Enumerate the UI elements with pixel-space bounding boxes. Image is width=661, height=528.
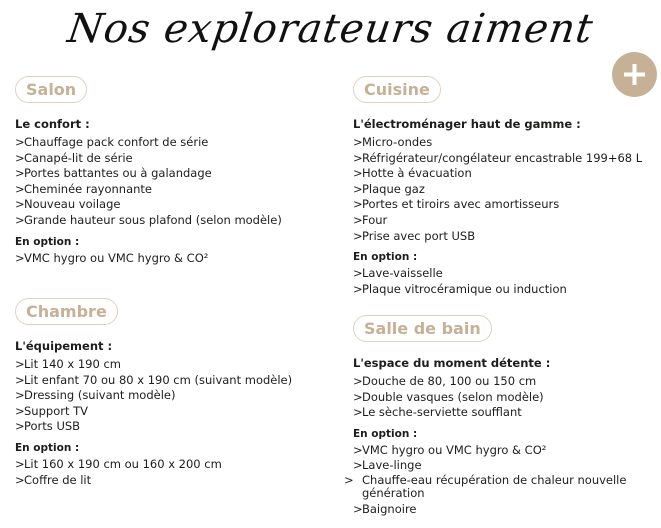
arrow-marker: > [15,372,25,387]
list-item [353,197,653,213]
section-chambre [15,298,315,488]
arrow-marker: > [353,150,363,165]
list-item [15,457,315,473]
list-item-text: Douche de 80, 100 ou 150 cm [362,374,537,388]
item-list [15,135,315,229]
arrow-marker: > [15,181,25,196]
item-list [353,135,653,244]
list-item [15,213,315,229]
arrow-marker: > [15,456,25,471]
option-list [15,457,315,488]
list-item-text: Plaque gaz [362,181,425,196]
list-item [344,472,653,500]
section-heading: L'équipement : [15,339,113,353]
arrow-marker: > [353,389,363,404]
list-item [353,229,653,245]
list-item-text: Double vasques (selon modèle) [362,389,544,404]
list-item-text: Réfrigérateur/congélateur encastrable 199+68 L [362,150,643,165]
list-item [353,151,653,167]
list-item-text: Micro-ondes [362,135,433,149]
arrow-marker: > [353,405,363,420]
list-item [353,405,653,421]
arrow-marker: > [353,266,363,281]
arrow-marker: > [15,250,25,265]
list-item-text: Nouveau voilage [24,197,121,212]
option-label: En option : [15,235,80,248]
list-item-text: Hotte à évacuation [362,166,472,181]
arrow-marker: > [353,135,363,149]
section-salle-de-bain [344,315,653,518]
list-item [353,443,653,459]
list-item [15,197,315,213]
list-item-text: Portes et tiroirs avec amortisseurs [362,197,560,212]
arrow-marker: > [15,388,25,403]
arrow-marker: > [15,357,25,371]
list-item-text: Prise avec port USB [362,228,476,243]
option-list [15,251,315,267]
list-item [353,282,653,298]
list-item [353,213,653,229]
arrow-marker: > [15,403,25,418]
list-item-text: VMC hygro ou VMC hygro & CO² [24,250,209,265]
list-item [15,357,315,373]
list-item [353,182,653,198]
list-item-text: Cheminée rayonnante [24,181,152,196]
list-item-text: Ports USB [24,419,81,434]
option-label: En option : [15,441,80,454]
option-label: En option : [353,427,418,440]
list-item-text: Dressing (suivant modèle) [24,388,176,403]
list-item [353,135,653,151]
list-item [15,404,315,420]
list-item [15,135,315,151]
arrow-marker: > [15,212,25,227]
section-salon [15,76,315,266]
list-item [353,390,653,406]
section-title-salle-de-bain: Salle de bain [353,315,492,342]
item-list [15,357,315,435]
section-heading: L'électroménager haut de gamme : [353,117,581,131]
list-item-text: Chauffe-eau récupération de chaleur nouvelle génération [362,472,627,500]
list-item-text: VMC hygro ou VMC hygro & CO² [362,442,547,457]
list-item-text: Four [362,212,388,227]
list-item-text: Baignoire [362,501,417,516]
option-list [353,266,653,297]
arrow-marker: > [353,212,363,227]
section-heading: Le confort : [15,117,90,131]
list-item-text: Lave-linge [362,458,422,473]
list-item-text: Canapé-lit de série [24,150,133,165]
list-item-text: Lit 140 x 190 cm [24,357,121,371]
section-title-salon: Salon [15,76,87,103]
list-item [353,374,653,390]
option-label: En option : [353,251,418,264]
list-item [15,151,315,167]
list-item [15,473,315,489]
arrow-marker: > [353,374,363,388]
arrow-marker: > [353,281,363,296]
list-item [353,502,653,518]
section-title-chambre: Chambre [15,298,118,325]
page-title: Nos explorateurs aiment [64,6,597,52]
arrow-marker: > [344,472,354,487]
arrow-marker: > [353,442,363,457]
list-item [15,419,315,435]
list-item [15,166,315,182]
list-item [15,251,315,267]
item-list [353,374,653,421]
arrow-marker: > [353,501,363,516]
section-heading: L'espace du moment détente : [353,356,551,370]
list-item [353,166,653,182]
list-item-text: Lit enfant 70 ou 80 x 190 cm (suivant modèle) [24,372,293,387]
list-item-text: Support TV [24,403,89,418]
arrow-marker: > [15,150,25,165]
option-list [344,442,653,518]
list-item [15,182,315,198]
section-cuisine [353,76,653,297]
list-item-text: Chauffage pack confort de série [24,135,209,149]
list-item-text: Plaque vitrocéramique ou induction [362,281,567,296]
arrow-marker: > [15,135,25,149]
list-item [353,266,653,282]
list-item-text: Le sèche-serviette soufflant [362,405,522,420]
list-item [15,373,315,389]
arrow-marker: > [15,472,25,487]
list-item-text: Lave-vaisselle [362,266,443,281]
arrow-marker: > [353,458,363,473]
arrow-marker: > [353,197,363,212]
arrow-marker: > [15,197,25,212]
list-item-text: Coffre de lit [24,472,92,487]
arrow-marker: > [15,419,25,434]
section-title-cuisine: Cuisine [353,76,441,103]
arrow-marker: > [15,166,25,181]
list-item-text: Grande hauteur sous plafond (selon modèle) [24,212,282,227]
list-item [353,458,653,474]
arrow-marker: > [353,166,363,181]
list-item-text: Lit 160 x 190 cm ou 160 x 200 cm [24,456,222,471]
list-item-text: Portes battantes ou à galandage [24,166,212,181]
list-item [15,388,315,404]
arrow-marker: > [353,181,363,196]
arrow-marker: > [353,228,363,243]
